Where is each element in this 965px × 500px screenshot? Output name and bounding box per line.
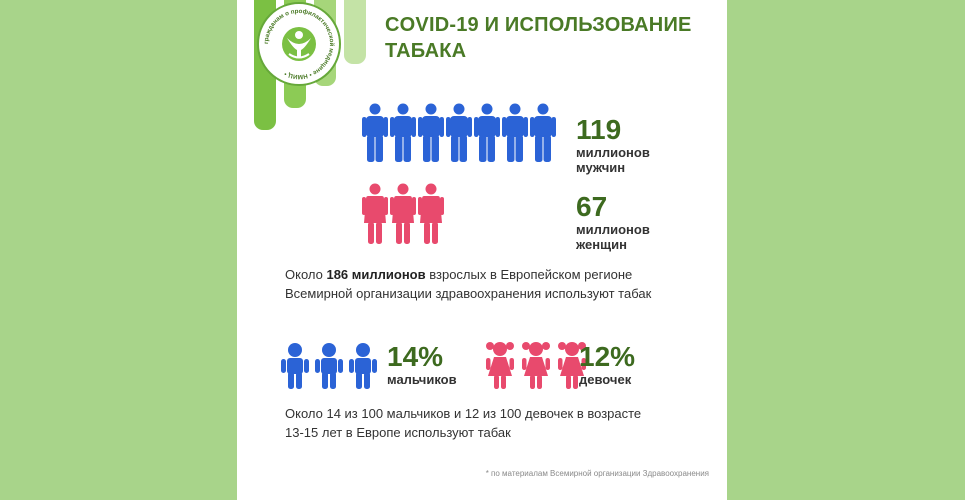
person-male-icon bbox=[390, 103, 416, 163]
logo-seal-text: гражданам о профилактической медицине • НМИЦ • bbox=[262, 7, 336, 81]
logo-bar bbox=[344, 0, 366, 64]
person-male-icon bbox=[418, 103, 444, 163]
women-value: 67 bbox=[576, 191, 608, 222]
boys-icons bbox=[281, 342, 377, 390]
person-male-icon bbox=[474, 103, 500, 163]
youth-summary bbox=[285, 404, 705, 442]
women-label: миллионов bbox=[576, 222, 650, 237]
girl-icon bbox=[485, 340, 515, 390]
page-title bbox=[385, 12, 692, 64]
women-stat bbox=[576, 192, 650, 252]
men-value: 119 bbox=[576, 114, 622, 145]
summary-text: взрослых в Европейском регионе bbox=[425, 267, 633, 282]
person-male-icon bbox=[502, 103, 528, 163]
girls-label: девочек bbox=[579, 372, 632, 387]
girl-icon bbox=[521, 340, 551, 390]
logo-seal-graphic bbox=[259, 4, 339, 84]
men-label: миллионов bbox=[576, 145, 650, 160]
person-female-icon bbox=[362, 183, 388, 245]
boy-icon bbox=[349, 342, 377, 390]
summary-highlight: 186 миллионов bbox=[326, 267, 426, 282]
person-male-icon bbox=[362, 103, 388, 163]
summary-text: Всемирной организации здравоохранения используют табак bbox=[285, 286, 652, 301]
summary-text: 13-15 лет в Европе используют табак bbox=[285, 425, 511, 440]
men-stat bbox=[576, 115, 650, 175]
girls-icons bbox=[485, 340, 587, 390]
summary-text: Около bbox=[285, 267, 327, 282]
person-male-icon bbox=[446, 103, 472, 163]
girls-value: 12% bbox=[579, 341, 636, 372]
men-icons bbox=[362, 103, 556, 163]
summary-text: Около 14 из 100 мальчиков и 12 из 100 девочек в возрасте bbox=[285, 406, 642, 421]
women-icons bbox=[362, 183, 444, 245]
boy-icon bbox=[281, 342, 309, 390]
person-female-icon bbox=[418, 183, 444, 245]
girls-stat bbox=[579, 342, 635, 387]
logo-seal bbox=[257, 2, 341, 86]
footnote: * по материалам Всемирной организации Здравоохранения bbox=[485, 469, 709, 478]
boys-value: 14% bbox=[387, 341, 444, 372]
title-line: COVID-19 И ИСПОЛЬЗОВАНИЕ bbox=[385, 14, 692, 36]
logo bbox=[254, 0, 374, 135]
boy-icon bbox=[315, 342, 343, 390]
women-label: женщин bbox=[576, 237, 627, 252]
title-line: ТАБАКА bbox=[385, 40, 467, 62]
boys-label: мальчиков bbox=[387, 372, 457, 387]
person-female-icon bbox=[390, 183, 416, 245]
infographic-card bbox=[237, 0, 727, 500]
men-label: мужчин bbox=[576, 160, 626, 175]
adults-summary bbox=[285, 265, 715, 303]
boys-stat bbox=[387, 342, 457, 387]
logo-emblem-icon bbox=[282, 27, 316, 61]
person-male-icon bbox=[530, 103, 556, 163]
